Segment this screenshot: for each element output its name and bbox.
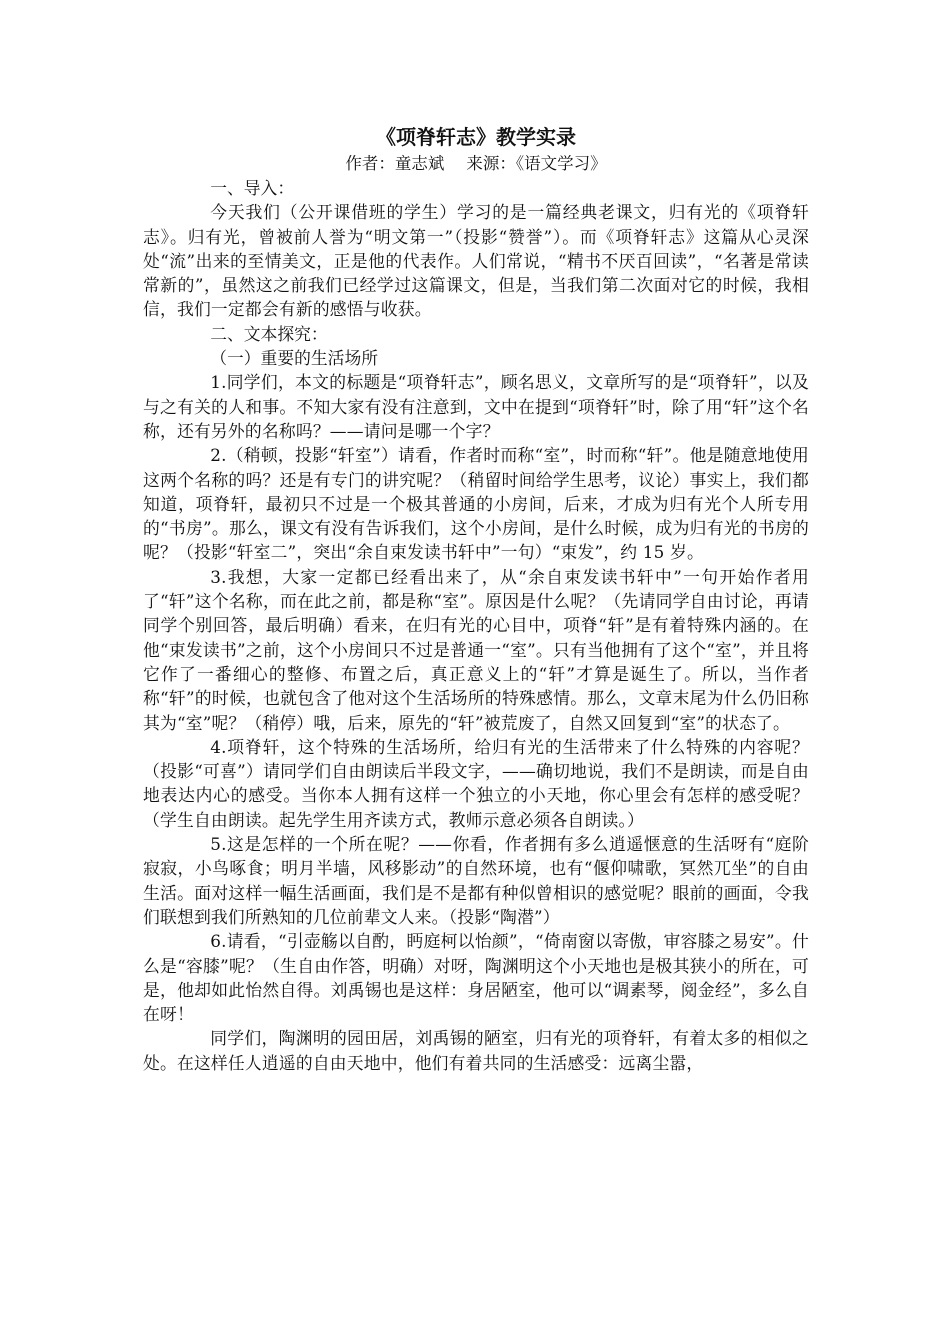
section-heading-intro: 一、导入： — [210, 178, 295, 198]
document-page — [143, 122, 809, 1075]
paragraph-5: 5.这是怎样的一个所在呢？——你看，作者拥有多么逍遥惬意的生活呀有“庭阶寂寂，小鸟啄食；明月半墙，风移影动”的自然环境，也有“偃仰啸歌，冥然兀坐”的自由生活。面对这样一幅生活画面，我们是不是都有种似曾相识的感觉呢？眼前的画面，令我们联想到我们所熟知的几位前辈文人来。（投影“陶潜”） — [143, 834, 809, 927]
author-label: 作者：童志斌 — [345, 154, 445, 173]
paragraph-7: 同学们，陶渊明的园田居，刘禹锡的陋室，归有光的项脊轩，有着太多的相似之处。在这样任人逍遥的自由天地中，他们有着共同的生活感受：远离尘嚣， — [143, 1028, 809, 1073]
document-title: 《项脊轩志》教学实录 — [376, 125, 576, 149]
paragraph-intro: 今天我们（公开课借班的学生）学习的是一篇经典老课文，归有光的《项脊轩志》。归有光，曾被前人誉为“明文第一”（投影“赞誉”）。而《项脊轩志》这篇从心灵深处“流”出来的至情美文，正是他的代表作。人们常说，“精书不厌百回读”，“名著是常读常新的”，虽然这之前我们已经学过这篇课文，但是，当我们第二次面对它的时候，我相信，我们一定都会有新的感悟与收获。 — [143, 202, 809, 320]
byline — [143, 152, 809, 176]
paragraph-2: 2.（稍顿，投影“轩室”）请看，作者时而称“室”，时而称“轩”。他是随意地使用这两个名称的吗？还是有专门的讲究呢？（稍留时间给学生思考，议论）事实上，我们都知道，项脊轩，最初只不过是一个极其普通的小房间，后来，才成为归有光个人所专用的“书房”。那么，课文有没有告诉我们，这个小房间，是什么时候，成为归有光的书房的呢？（投影“轩室二”，突出“余自束发读书轩中”一句）“束发”，约 15 岁。 — [143, 445, 809, 563]
section-heading-explore: 二、文本探究： — [210, 323, 328, 344]
paragraph-6: 6.请看，“引壶觞以自酌，眄庭柯以怡颜”，“倚南窗以寄傲，审容膝之易安”。什么是“容膝”呢？（生自由作答，明确）对呀，陶渊明这个小天地也是极其狭小的所在，可是，他却如此怡然自得。刘禹锡也是这样：身居陋室，他可以“调素琴，阅金经”，多么自在呀！ — [143, 931, 809, 1025]
source-label: 来源：《语文学习》 — [466, 154, 607, 173]
subheading-living-place: （一）重要的生活场所 — [210, 348, 379, 369]
paragraph-4: 4.项脊轩，这个特殊的生活场所，给归有光的生活带来了什么特殊的内容呢？（投影“可喜”）请同学们自由朗读后半段文字，——确切地说，我们不是朗读，而是自由地表达内心的感受。当你本人拥有这样一个独立的小天地，你心里会有怎样的感受呢？（学生自由朗读。起先学生用齐读方式，教师示意必须各自朗读。） — [143, 736, 809, 830]
paragraph-3: 3.我想，大家一定都已经看出来了，从“余自束发读书轩中”一句开始作者用了“轩”这个名称，而在此之前，都是称“室”。原因是什么呢？（先请同学自由讨论，再请同学个别回答，最后明确）看来，在归有光的心目中，项脊“轩”是有着特殊内涵的。在他“束发读书”之前，这个小房间只不过是普通一“室”。只有当他拥有了这个“室”，并且将它作了一番细心的整修、布置之后，真正意义上的“轩”才算是诞生了。所以，当作者称“轩”的时候，也就包含了他对这个生活场所的特殊感情。那么，文章末尾为什么仍旧称其为“室”呢？（稍停）哦，后来，原先的“轩”被荒废了，自然又回复到“室”的状态了。 — [143, 566, 809, 733]
paragraph-1: 1.同学们，本文的标题是“项脊轩志”，顾名思义，文章所写的是“项脊轩”，以及与之有关的人和事。不知大家有没有注意到，文中在提到“项脊轩”时，除了用“轩”这个名称，还有另外的名称吗？——请问是哪一个字？ — [143, 372, 809, 441]
